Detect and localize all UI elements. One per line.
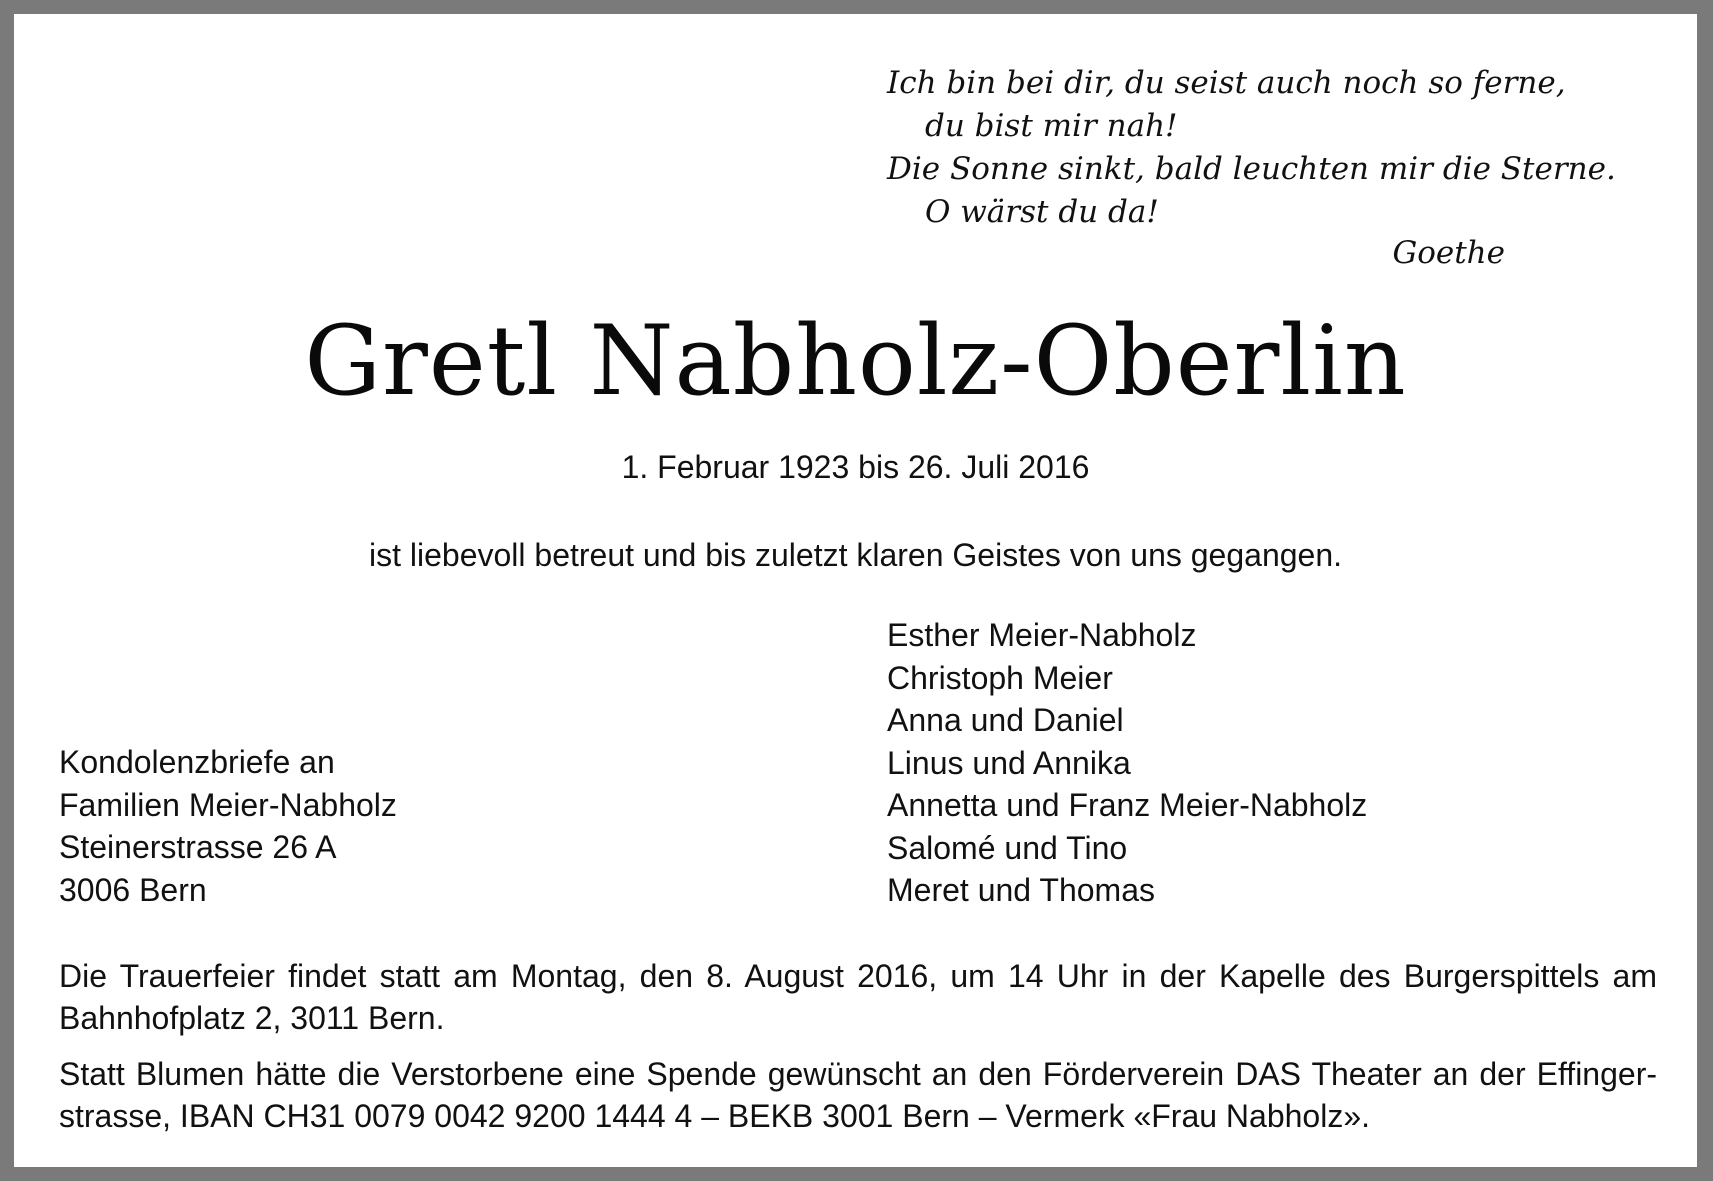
mourners-list <box>887 614 1367 912</box>
condolence-address <box>59 741 397 911</box>
poem-author: Goethe <box>1392 235 1505 271</box>
address-line: Steinerstrasse 26 A <box>59 829 337 865</box>
address-line: Familien Meier-Nabholz <box>59 786 397 823</box>
funeral-notice: Die Trauerfeier findet statt am Montag, den 8. August 2016, um 14 Uhr in der Kapelle des Burgerspittels am Bahnhofplatz 2, 3011 Bern. <box>59 958 1657 1036</box>
mourner-name: Meret und Thomas <box>887 872 1155 908</box>
poem-line: Ich bin bei dir, du seist auch noch so ferne, <box>887 65 1566 101</box>
mourner-name: Linus und Annika <box>887 744 1131 781</box>
address-line: Kondolenzbriefe an <box>59 744 335 780</box>
poem-line: Die Sonne sinkt, bald leuchten mir die Sterne. <box>887 151 1616 187</box>
mourner-name: Esther Meier-Nabholz <box>887 617 1197 653</box>
poem-line: du bist mir nah! <box>925 108 1178 144</box>
mourner-name: Salomé und Tino <box>887 829 1128 866</box>
mourner-name: Anna und Daniel <box>887 702 1124 738</box>
address-line: 3006 Bern <box>59 871 207 908</box>
poem-quote <box>887 62 1616 234</box>
deceased-name: Gretl Nabholz-Oberlin <box>304 305 1407 417</box>
life-dates: 1. Februar 1923 bis 26. Juli 2016 <box>621 449 1090 485</box>
mourner-name: Christoph Meier <box>887 659 1113 696</box>
mourner-name: Annetta und Franz Meier-Nabholz <box>887 787 1368 823</box>
obituary-page <box>14 14 1697 1167</box>
passing-statement: ist liebevoll betreut und bis zuletzt klaren Geistes von uns gegangen. <box>368 537 1343 573</box>
donation-notice: Statt Blumen hätte die Verstorbene eine Spende gewünscht an den Förderverein DAS Theater an der Effinger- strasse, IBAN CH31 0079 0042 9200 1444 4 – BEKB 3001 Bern – Vermerk «Frau Nabholz». <box>59 1056 1657 1134</box>
poem-line: O wärst du da! <box>925 194 1159 230</box>
